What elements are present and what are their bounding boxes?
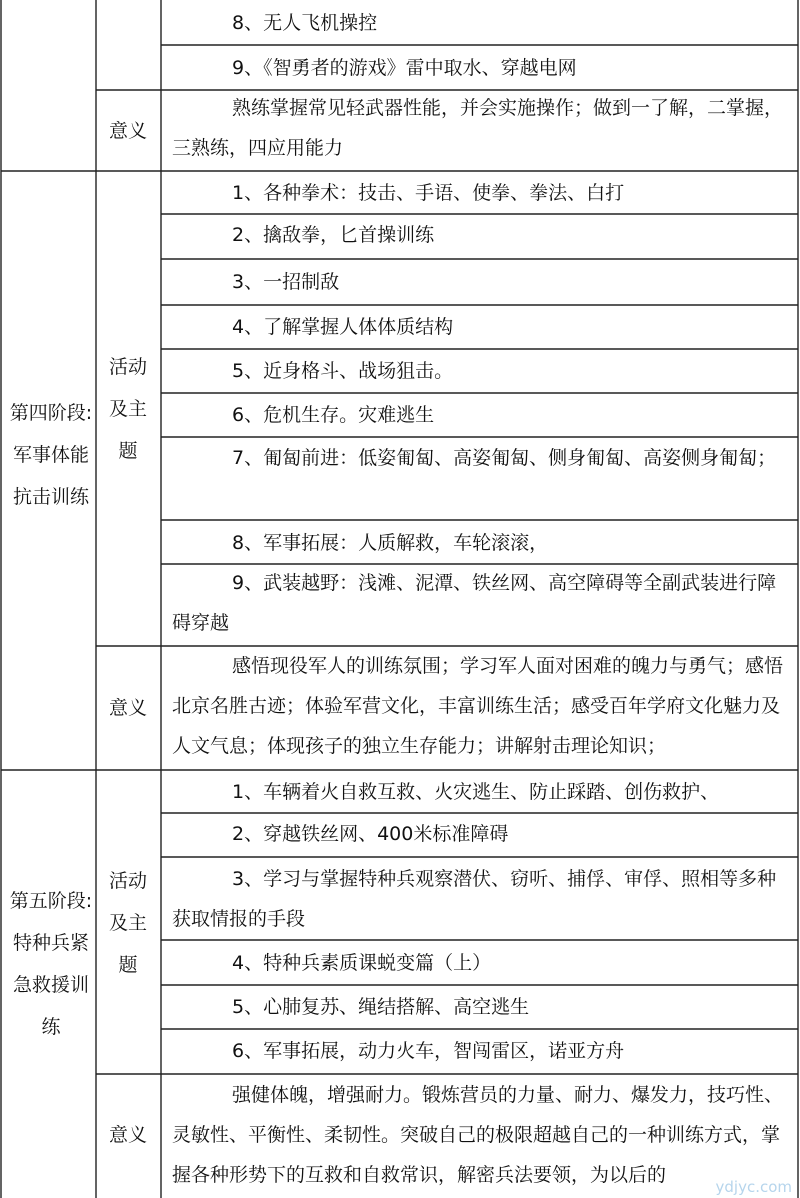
activity-item: 6、军事拓展，动力火车，智闯雷区，诺亚方舟 (232, 1040, 625, 1062)
activity-item: 7、匍匐前进：低姿匍匐、高姿匍匐、侧身匍匐、高姿侧身匍匐； (232, 447, 777, 469)
activity-item: 4、特种兵素质课蜕变篇（上） (232, 952, 492, 974)
stage-label: 第五阶段:特种兵紧急救援训练 (9, 890, 93, 1038)
activity-item: 8、无人飞机操控 (232, 12, 378, 34)
activity-item: 6、危机生存。灾难逃生 (232, 404, 435, 426)
meaning-label: 意义 (108, 1124, 147, 1146)
activity-item: 3、学习与掌握特种兵观察潜伏、窃听、捕俘、审俘、照相等多种获取情报的手段 (172, 868, 777, 930)
meaning-text: 感悟现役军人的训练氛围；学习军人面对困难的魄力与勇气；感悟北京名胜古迹；体验军营文化，丰富训练生活；感受百年学府文化魅力及人文气息；体现孩子的独立生存能力；讲解射击理论知识； (172, 655, 784, 757)
stage-label: 第四阶段:军事体能抗击训练 (9, 402, 93, 508)
meaning-label: 意义 (108, 697, 147, 719)
meaning-text: 强健体魄，增强耐力。锻炼营员的力量、耐力、爆发力，技巧性、灵敏性、平衡性、柔韧性。突破自己的极限超越自己的一种训练方式，掌握各种形势下的互救和自救常识，解密兵法要领，为以后的 (172, 1084, 784, 1186)
activity-item: 9、武装越野：浅滩、泥潭、铁丝网、高空障碍等全副武装进行障碍穿越 (172, 572, 777, 634)
meaning-text: 熟练掌握常见轻武器性能，并会实施操作；做到一了解，二掌握，三熟练，四应用能力 (172, 97, 784, 159)
activity-item: 5、心肺复苏、绳结搭解、高空逃生 (232, 996, 530, 1018)
activity-label: 活动及主题 (108, 870, 147, 976)
watermark: ydjyc.com (715, 1178, 792, 1196)
activity-item: 3、一招制敌 (232, 271, 340, 293)
meaning-label: 意义 (108, 120, 147, 142)
activity-item: 8、军事拓展：人质解救，车轮滚滚， (232, 532, 549, 554)
activity-label: 活动及主题 (108, 356, 147, 462)
activity-item: 9、《智勇者的游戏》雷中取水、穿越电网 (232, 57, 577, 79)
activity-item: 4、了解掌握人体体质结构 (232, 316, 454, 338)
activity-item: 1、车辆着火自救互救、火灾逃生、防止踩踏、创伤救护、 (232, 781, 720, 803)
activity-item: 2、擒敌拳，匕首操训练 (232, 224, 435, 246)
activity-item: 1、各种拳术：技击、手语、使拳、拳法、白打 (232, 182, 625, 204)
activity-item: 2、穿越铁丝网、400米标准障碍 (232, 823, 509, 845)
activity-item: 5、近身格斗、战场狙击。 (232, 360, 454, 382)
